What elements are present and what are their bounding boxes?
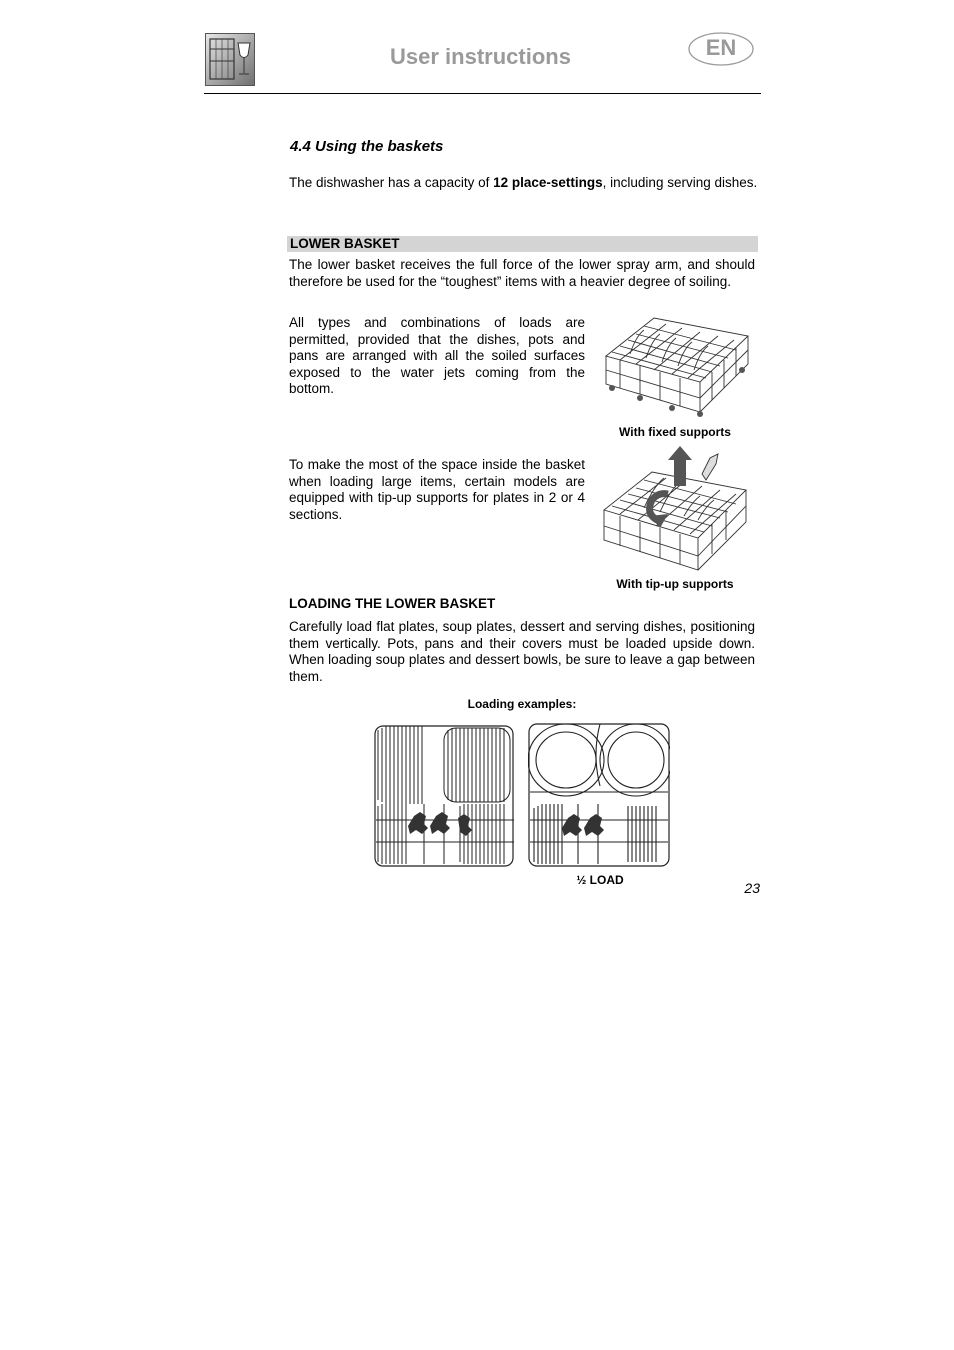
fixed-supports-basket-image <box>600 314 752 418</box>
tip-up-paragraph: To make the most of the space inside the basket when loading large items, certain models are equipped with tip-up supports for plates in 2 or 4 sections. <box>289 457 585 522</box>
intro-paragraph: The dishwasher has a capacity of 12 place-settings, including serving dishes. <box>289 175 758 190</box>
full-load-example-image <box>374 722 516 868</box>
tip-up-supports-basket-image <box>600 446 752 574</box>
language-badge-label: EN <box>705 35 737 60</box>
loading-heading: LOADING THE LOWER BASKET <box>289 596 496 611</box>
lower-basket-paragraph: The lower basket receives the full force of the lower spray arm, and should therefore be used for the “toughest” items with a heavier degree of soiling. <box>289 257 755 289</box>
page-number: 23 <box>744 880 760 896</box>
dishwasher-logo-icon <box>205 33 255 86</box>
header-title: User instructions <box>390 44 571 69</box>
load-types-paragraph: All types and combinations of loads are permitted, provided that the dishes, pots and pans are arranged with all the soiled surfaces exposed to the water jets coming from the bottom. <box>289 315 585 396</box>
section-title: 4.4 Using the baskets <box>290 138 444 155</box>
loading-paragraph: Carefully load flat plates, soup plates, dessert and serving dishes, positioning them vertically. Pots, pans and their covers must be loaded upside down. When loading soup plates and dessert bowls, be sure to leave a gap between them. <box>289 619 755 684</box>
tip-up-supports-caption: With tip-up supports <box>616 577 734 591</box>
fixed-supports-caption: With fixed supports <box>619 425 731 439</box>
header-divider <box>204 93 761 94</box>
loading-examples-label: Loading examples: <box>467 697 577 711</box>
lower-basket-heading: LOWER BASKET <box>290 236 400 251</box>
half-load-label: ½ LOAD <box>576 873 624 887</box>
half-load-example-image <box>528 722 670 868</box>
